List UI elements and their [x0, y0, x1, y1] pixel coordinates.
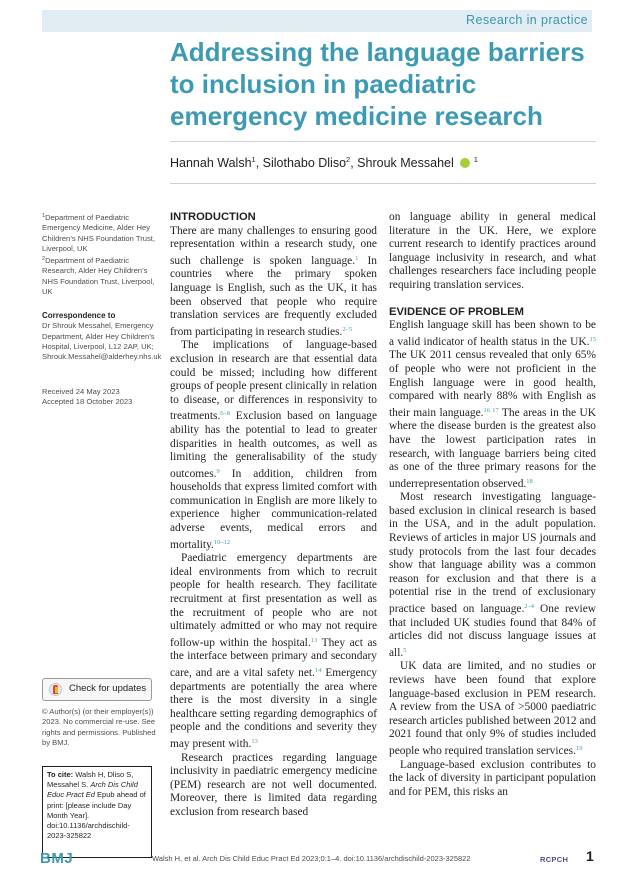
copyright-notice — [42, 707, 160, 748]
received-date: Received 24 May 2023 — [42, 387, 120, 396]
author-name[interactable]: Shrouk Messahel — [357, 156, 454, 170]
check-for-updates-label: Check for updates — [69, 683, 147, 694]
body-column-1 — [170, 211, 377, 820]
reference-link[interactable]: 2–5 — [342, 325, 353, 333]
affiliation-text: Department of Paediatric Research, Alder Hey Children’s NHS Foundation Trust, Liverpool, UK — [42, 256, 155, 297]
affiliations — [42, 211, 160, 297]
rcpch-logo: RCPCH — [540, 855, 569, 864]
affiliation-marker: 1 — [251, 155, 256, 164]
reference-link[interactable]: 10–12 — [213, 538, 231, 546]
reference-link[interactable]: 14 — [314, 667, 322, 674]
affiliation — [42, 254, 160, 297]
reference-link[interactable]: 1 — [355, 254, 359, 262]
article-title: Addressing the language barriers to inclusion in paediatric emergency medicine research — [170, 37, 585, 131]
section-heading: INTRODUCTION — [170, 211, 256, 223]
affiliation-marker: 1 — [473, 155, 478, 164]
divider — [170, 183, 596, 184]
paragraph: on language ability in general medical literature in the UK. Here, we explore current research to identify practices around language inclusivity in research, and what challenges researchers face including people requiring translation services. — [389, 211, 596, 291]
accepted-date: Accepted 18 October 2023 — [42, 397, 133, 407]
check-for-updates-button[interactable] — [42, 678, 152, 701]
affiliation-text: Department of Paediatric Emergency Medicine, Alder Hey Children’s NHS Foundation Trust, Liverpool, UK — [42, 213, 155, 253]
author-list: Hannah Walsh$^1$, Silothabo Dliso$^2$, Shrouk Messahel $^1$ — [170, 155, 478, 170]
crossmark-icon — [49, 683, 62, 696]
section-label: Research in practice — [466, 13, 588, 27]
affiliation-marker: 2 — [346, 155, 351, 164]
affiliation-number: 2 — [42, 256, 46, 263]
citation-box — [42, 766, 152, 858]
divider — [170, 141, 596, 142]
paragraph: Language-based exclusion contributes to the lack of diversity in participant population and for PEM, this risks an — [389, 758, 596, 798]
reference-link[interactable]: 6–8 — [220, 410, 231, 418]
reference-link[interactable]: 5 — [403, 646, 407, 654]
cite-journal: Arch Dis Child Educ Pract Ed — [47, 780, 138, 800]
reference-link[interactable]: 9 — [216, 467, 220, 475]
author-name[interactable]: Hannah Walsh — [170, 156, 252, 170]
correspondence — [42, 311, 160, 362]
reference-link[interactable]: 13 — [251, 737, 258, 745]
cite-details: Epub ahead of print: [please include Day Month Year]. doi:10.1136/archdischild-2023-325822 — [47, 790, 146, 841]
footer-citation: Walsh H, et al. Arch Dis Child Educ Pract Ed 2023;0:1–4. doi:10.1136/archdischild-2023-325822 — [152, 854, 471, 863]
reference-link[interactable]: 18 — [526, 477, 533, 485]
article-dates — [42, 387, 160, 408]
section-heading: EVIDENCE OF PROBLEM — [389, 305, 524, 318]
page-number: 1 — [586, 848, 594, 864]
copyright-text: © Author(s) (or their employer(s)) 2023. No commercial re-use. See rights and permissions. Published by BMJ. — [42, 707, 156, 747]
correspondence-label: Correspondence to — [42, 311, 116, 320]
author-name[interactable]: Silothabo Dliso — [262, 156, 347, 170]
paragraph: Paediatric emergency departments are ideal environments from which to recruit people for health research. They facilitate recruitment at first presentation as well as the recruitment of people who are not ultimately admitted or who may not require follow-up within the hospital.$^{13}$ They act as the interface between primary and secondary care, and are a vital safety net.$^{14}$ Emergency departments are potentially the area where there is the most diversity in a single healthcare setting regarding demographics of people and the conditions and severity they may present with.$^{13}$ — [170, 552, 377, 750]
reference-link[interactable]: 15 — [589, 335, 596, 343]
reference-link[interactable]: 19 — [575, 744, 583, 752]
orcid-icon[interactable] — [460, 158, 470, 168]
paragraph: Research practices regarding language inclusivity in paediatric emergency medicine (PEM) research are not well documented. Moreover, there is limited data regarding exclusion from research based — [170, 751, 377, 818]
cite-label: To cite: — [47, 770, 74, 779]
reference-link[interactable]: 16 17 — [483, 406, 499, 414]
affiliation — [42, 211, 160, 254]
reference-link[interactable]: 13 — [310, 636, 318, 644]
affiliation-number: 1 — [42, 213, 46, 219]
correspondence-details: Dr Shrouk Messahel, Emergency Department, Alder Hey Children’s Hospital, Liverpool, L12 2AP, UK; Shrouk.Messahel@alderhey.nhs.uk — [42, 321, 162, 362]
paragraph: English language skill has been shown to be a valid indicator of health status in the UK.$^{15}$ The UK 2011 census revealed that only 65% of people who were not proficient in the English language were in good health, compared with nearly 88% with English as their main language.$^{16 17}$ The areas in the UK where the disease burden is the greatest also have the lowest participation rates in research, with language barriers being cited as one of the three primary reasons for the underrepresentation observed.$^{18}$ — [389, 319, 596, 490]
paragraph: The implications of language-based exclusion in research are that essential data could be missed; including how different groups of people present clinically in relation to disease, or differences in responsivity to treatments.$^{6-8}$ Exclusion based on language ability has the potential to lead to greater disparities in health outcomes, as well as limiting the generalisability of the study outcomes.$^9$ In addition, children from households that express limited comfort with communication in English are more likely to experience higher communication-related adverse events, medical errors and mortality.$^{10-12}$ — [170, 339, 377, 551]
paragraph: Most research investigating language-based exclusion in clinical research is based in the USA, and in the adult population. Reviews of articles in major US journals and study protocols from the last four decades show that language ability was a common reason for exclusion and that there is a potential rise in the trend of exclusionary practice based on language.$^{2-4}$ One review that included UK studies found that 84% of articles did not discuss language issues at all.$^5$ — [389, 491, 596, 659]
body-column-2 — [389, 211, 596, 799]
reference-link[interactable]: 2–4 — [524, 603, 535, 611]
paragraph: There are many challenges to ensuring good representation within a research study, one such challenge is spoken language.$^1$ In countries where the primary spoken language is English, such as the UK, it has been observed that people who require translation services are frequently excluded from participating in research studies.$^{2-5}$ — [170, 224, 377, 338]
bmj-logo: BMJ — [40, 850, 74, 867]
cite-authors: Walsh H, Dliso S, Messahel S. — [47, 770, 134, 790]
paragraph: UK data are limited, and no studies or reviews have been found that explore language-based exclusion in PEM research. A review from the USA of >5000 paediatric research articles published between 2012 and 2021 found that only 9% of studies included people who required translation services.$^{19}$ — [389, 660, 596, 757]
